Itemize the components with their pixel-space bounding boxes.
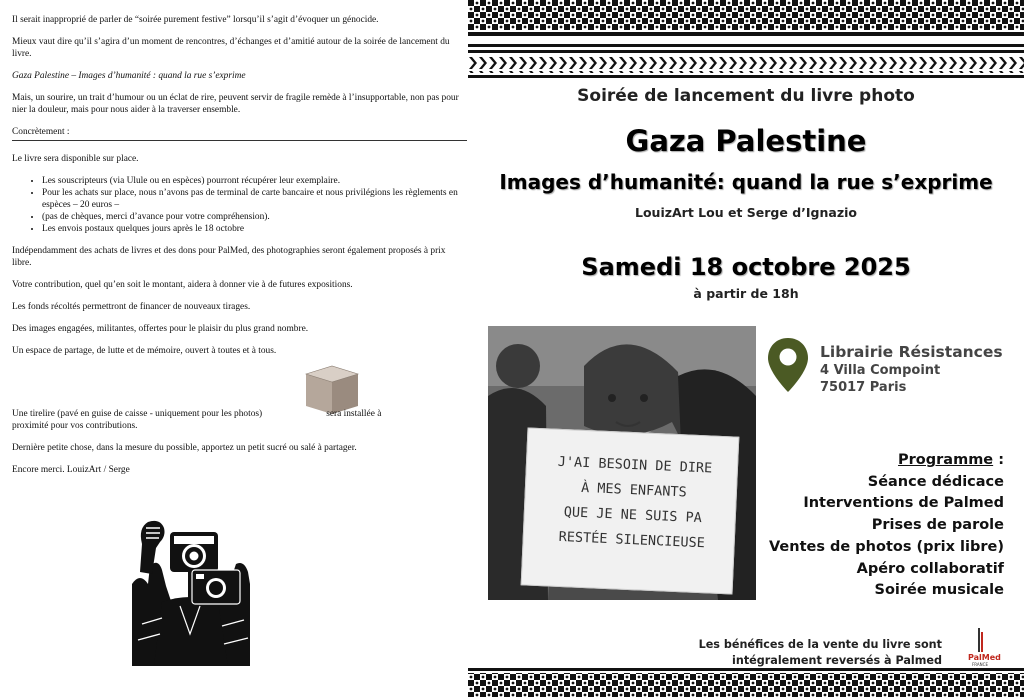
paragraph-contribution: Votre contribution, quel qu’en soit le montant, aidera à donner vie à de futures expositions. xyxy=(12,280,353,290)
book-subtitle: Images d’humanité: quand la rue s’exprime xyxy=(499,170,993,194)
list-item: • Les envois postaux quelques jours après le 18 octobre xyxy=(42,223,467,235)
event-time: à partir de 18h xyxy=(693,286,799,301)
sign-line: À MES ENFANTS xyxy=(580,479,688,501)
paragraph-thanks: Encore merci. LouizArt / Serge xyxy=(12,465,130,475)
tirelire-text-a: Une tirelire (pavé en guise de caisse - uniquement pour les photos) xyxy=(12,409,263,419)
paragraph-humour: Mais, un sourire, un trait d’humour ou un éclat de rire, peuvent servir de fragile remède à l’insupportable, non pas pour nier la douleur, mais pour nous aider à la traverser ensemble. xyxy=(12,93,459,115)
keffiyeh-pattern-top xyxy=(468,0,1024,78)
sign-line: QUE JE NE SUIS PA xyxy=(563,504,703,527)
protest-photo xyxy=(488,326,756,600)
programme-item: Prises de parole xyxy=(871,517,1004,534)
paragraph-moment: Mieux vaut dire qu’il s’agira d’un moment de rencontres, d’échanges et d’amitié autour de la soirée de lancement du livre. xyxy=(12,37,450,59)
tirelire-text-c: proximité pour vos contributions. xyxy=(12,421,138,431)
paragraph-intro: Il serait inapproprié de parler de “soirée purement festive” lorsqu’il s’agit d’évoquer un génocide. xyxy=(12,15,379,25)
sign-line: RESTÉE SILENCIEUSE xyxy=(558,528,706,552)
paragraph-tirelire xyxy=(12,408,467,432)
concretement-heading: Concrètement : xyxy=(12,126,467,141)
book-title-italic: Gaza Palestine – Images d’humanité : quand la rue s’exprime xyxy=(12,71,246,81)
programme-item: Soirée musicale xyxy=(874,582,1004,599)
logo-text: PalMed xyxy=(968,653,1001,662)
left-column xyxy=(12,14,467,367)
paragraph-space: Un espace de partage, de lutte et de mémoire, ouvert à toutes et à tous. xyxy=(12,346,277,356)
programme-item: Ventes de photos (prix libre) xyxy=(769,538,1004,555)
venue-address xyxy=(820,342,1003,396)
event-date: Samedi 18 octobre 2025 xyxy=(581,253,911,281)
logo-sub: FRANCE xyxy=(972,662,988,667)
programme-item: Interventions de Palmed xyxy=(803,495,1004,512)
tirelire-section xyxy=(12,408,467,486)
programme xyxy=(769,450,1004,602)
map-pin-icon xyxy=(766,336,810,394)
keffiyeh-pattern-bottom xyxy=(468,668,1024,697)
sign-line: J'AI BESOIN DE DIRE xyxy=(557,453,713,477)
tirelire-text-b: sera installée à xyxy=(326,409,382,419)
paragraph-images: Des images engagées, militantes, offertes pour le plaisir du plus grand nombre. xyxy=(12,324,309,334)
list-item: • Les souscripteurs (via Ulule ou en espèces) pourront récupérer leur exemplaire. xyxy=(42,175,467,187)
benefits-note xyxy=(650,637,942,669)
venue-name: Librairie Résistances xyxy=(820,343,1003,361)
authors: LouizArt Lou et Serge d’Ignazio xyxy=(635,205,857,220)
paragraph-snack: Dernière petite chose, dans la mesure du possible, apportez un petit sucré ou salé à partager. xyxy=(12,443,357,453)
list-item: • Pour les achats sur place, nous n’avons pas de terminal de carte bancaire et nous privilégions les règlements en espèces – 20 euros – xyxy=(42,187,467,211)
protest-illustration xyxy=(132,514,250,666)
programme-heading: Programme : xyxy=(898,452,1004,468)
programme-item: Séance dédicace xyxy=(867,473,1004,490)
programme-heading-text: Programme xyxy=(898,452,994,468)
venue-street: 4 Villa Compoint xyxy=(820,363,941,378)
palmed-logo xyxy=(956,628,1012,668)
event-subtitle: Soirée de lancement du livre photo xyxy=(577,86,915,106)
benefits-line: Les bénéfices de la vente du livre sont xyxy=(698,638,942,651)
details-list xyxy=(42,175,467,235)
protest-sign xyxy=(521,427,740,594)
benefits-line: intégralement reversés à Palmed xyxy=(732,654,942,667)
sign-text xyxy=(533,449,733,557)
list-item: • (pas de chèques, merci d’avance pour votre compréhension). xyxy=(42,211,467,223)
paragraph-funds: Les fonds récoltés permettront de financer de nouveaux tirages. xyxy=(12,302,251,312)
paragraph-availability: Le livre sera disponible sur place. xyxy=(12,154,139,164)
programme-item: Apéro collaboratif xyxy=(856,560,1004,577)
book-title: Gaza Palestine xyxy=(625,124,867,158)
venue-city: 75017 Paris xyxy=(820,380,907,395)
paragraph-photos: Indépendamment des achats de livres et des dons pour PalMed, des photographies seront également proposés à prix libre. xyxy=(12,246,446,268)
